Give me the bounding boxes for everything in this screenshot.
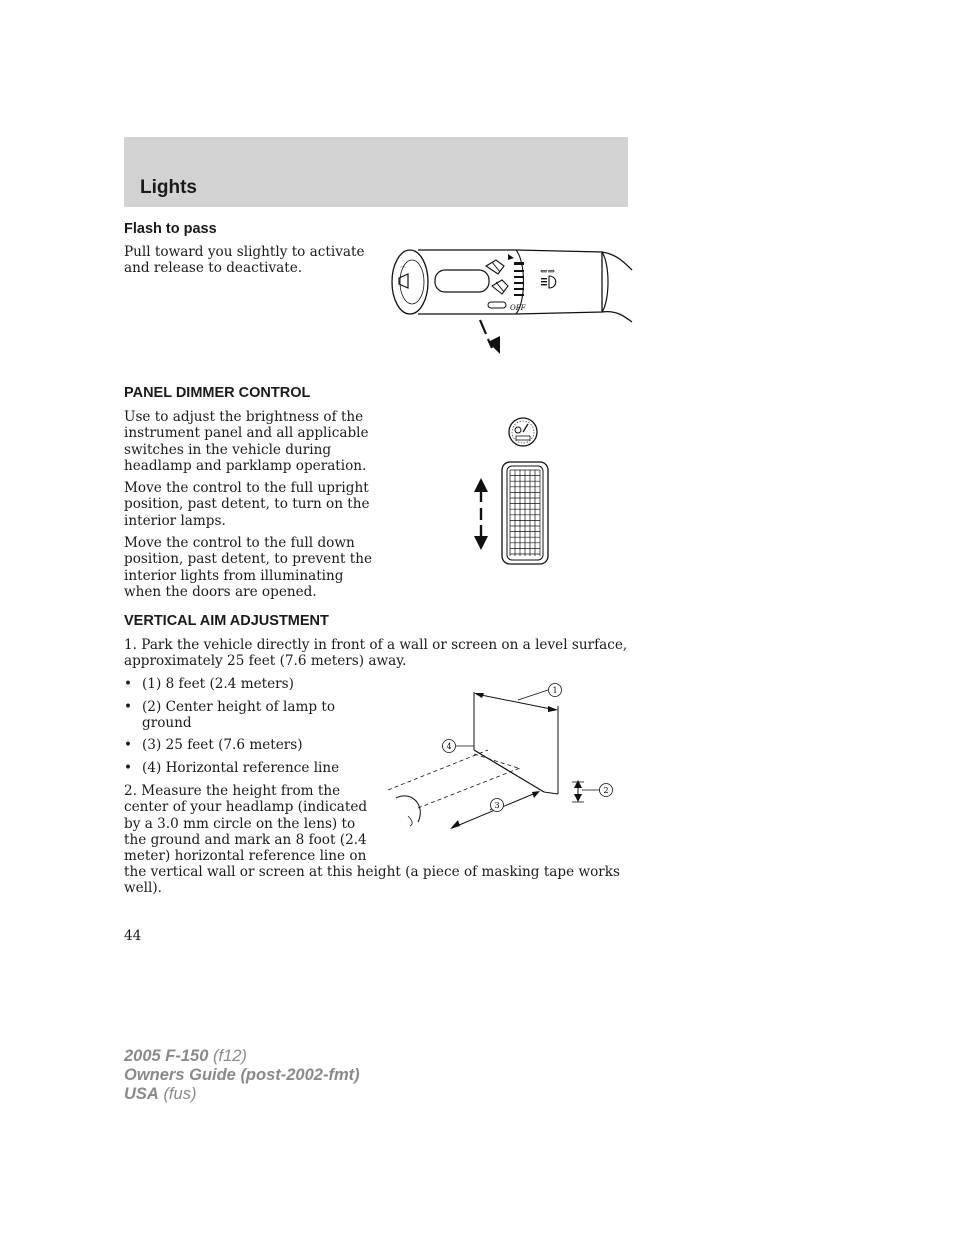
- panel-dimmer-illustration: [470, 410, 560, 570]
- turn-signal-stalk-illustration: [388, 244, 636, 362]
- panel-dimmer-heading: PANEL DIMMER CONTROL: [124, 385, 311, 401]
- panel-dimmer-p1: Use to adjust the brightness of the instrument panel and all applicable switches in the vehicle during headlamp and parklamp operation.: [124, 409, 369, 474]
- flash-to-pass-text: Pull toward you slightly to activate and release to deactivate.: [124, 244, 365, 277]
- vertical-aim-step1: 1. Park the vehicle directly in front of a wall or screen on a level surface, approximately 25 feet (7.6 meters) away.: [124, 637, 628, 670]
- dimmer-thumbwheel: [502, 462, 548, 564]
- footer-market-code: (fus): [163, 1085, 197, 1103]
- section-title: Lights: [140, 177, 197, 198]
- callout-3: 3: [494, 801, 500, 810]
- document-footer: [124, 1047, 360, 1104]
- callout-4: 4: [446, 742, 452, 751]
- svg-text:⇐⇒: ⇐⇒: [540, 267, 556, 277]
- vertical-aim-heading: VERTICAL AIM ADJUSTMENT: [124, 613, 329, 629]
- footer-model-code: (f12): [213, 1047, 247, 1065]
- section-header-band: [124, 137, 628, 207]
- panel-dimmer-p3: Move the control to the full down position, past detent, to prevent the interior lights from illuminating when the doors are opened.: [124, 535, 373, 600]
- flash-to-pass-heading: Flash to pass: [124, 221, 217, 237]
- speedometer-icon: [509, 418, 537, 446]
- panel-dimmer-p2: Move the control to the full upright position, past detent, to turn on the interior lamps.: [124, 480, 370, 529]
- page-number: 44: [124, 928, 142, 944]
- svg-text:⌒: ⌒: [400, 267, 407, 274]
- footer-guide: Owners Guide (post-2002-fmt): [124, 1066, 360, 1084]
- callout-2: 2: [603, 786, 609, 795]
- headlamp-aim-diagram: [388, 680, 628, 830]
- vertical-aim-step2b: the vertical wall or screen at this height (a piece of masking tape works well).: [124, 864, 620, 897]
- callout-1: 1: [552, 686, 558, 695]
- vertical-aim-step2a: 2. Measure the height from the center of your headlamp (indicated by a 3.0 mm circle on the lens) to the ground and mark an 8 foot (2.4 meter) horizontal reference line on: [124, 783, 368, 865]
- footer-market: USA: [124, 1085, 159, 1103]
- stalk-off-label: OFF: [510, 304, 526, 312]
- footer-model: 2005 F-150: [124, 1047, 209, 1065]
- up-down-arrow-icon: [474, 478, 488, 550]
